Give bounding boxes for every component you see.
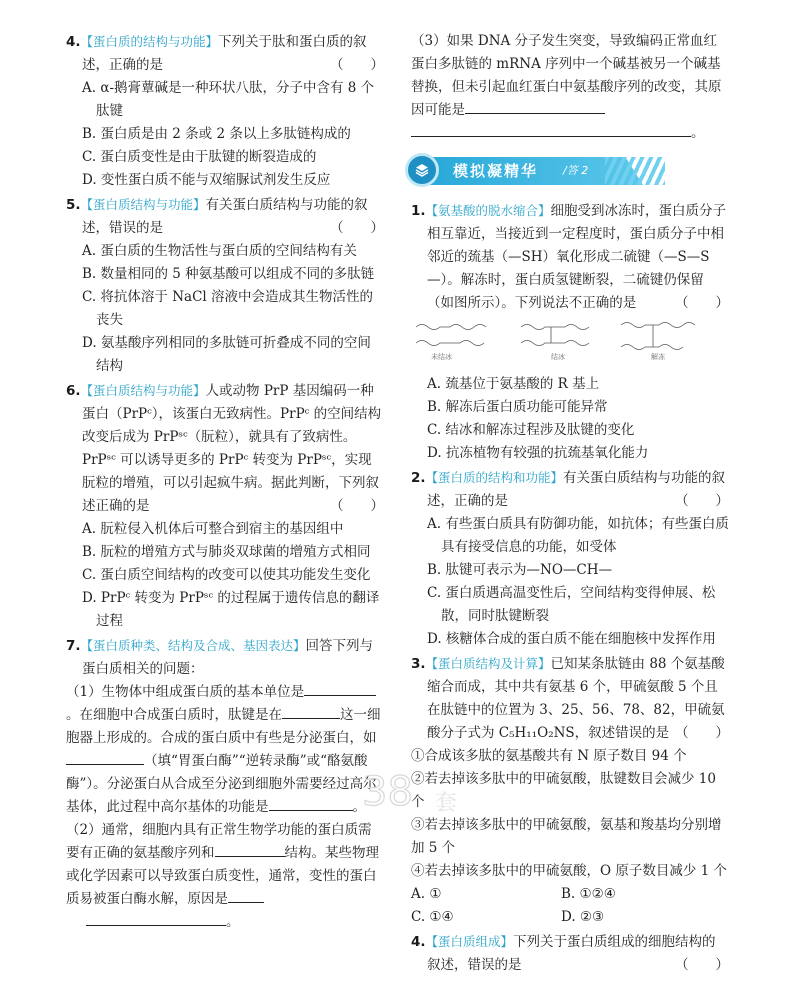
subquestion-2: （2）通常，细胞内具有正常生物学功能的蛋白质需要有正确的氨基酸序列和 结构。某些物理或化学因素可以导致蛋白质变性，通常，变性的蛋白质易被蛋白酶水解，原因是。 bbox=[66, 822, 379, 930]
topic-tag: 【蛋白质的结构和功能】 bbox=[425, 470, 564, 485]
option-a: A. 朊粒侵入机体后可整合到宿主的基因组中 bbox=[82, 521, 344, 537]
answer-paren: （ ） bbox=[675, 493, 729, 509]
diagram-label: 未结冰 bbox=[431, 353, 452, 361]
answer-blank[interactable] bbox=[269, 796, 353, 811]
answer-blank[interactable] bbox=[465, 99, 605, 114]
topic-tag: 【蛋白质的结构与功能】 bbox=[80, 34, 219, 49]
answer-blank[interactable] bbox=[86, 911, 226, 926]
section-title: 模拟凝精华 bbox=[453, 162, 539, 180]
question-number: 4. bbox=[66, 34, 81, 50]
question-number: 7. bbox=[66, 638, 81, 654]
answer-blank[interactable] bbox=[228, 888, 264, 903]
question-r4 bbox=[411, 930, 729, 977]
option-c: C. 蛋白质遇高温变性后，空间结构变得伸展、松散，同时肽键断裂 bbox=[427, 585, 716, 624]
diagram-label: 解冻 bbox=[651, 353, 665, 361]
question-stem: 回答下列与蛋白质相关的问题： bbox=[82, 638, 374, 677]
question-r3 bbox=[411, 652, 729, 929]
question-stem: 下列关于肽和蛋白质的叙述，正确的是 bbox=[82, 34, 367, 73]
choice-d: D. ②③ bbox=[561, 909, 605, 925]
answer-blank[interactable] bbox=[282, 704, 340, 719]
option-b: B. 肽键可表示为—NO—CH— bbox=[427, 562, 612, 578]
answer-paren: （ ） bbox=[675, 295, 729, 311]
option-a: A. 蛋白质的生物活性与蛋白质的空间结构有关 bbox=[82, 243, 357, 259]
option-b: B. 解冻后蛋白质功能可能异常 bbox=[427, 399, 608, 415]
svg-text:38: 38 bbox=[362, 769, 413, 815]
answer-blank[interactable] bbox=[215, 842, 285, 857]
topic-tag: 【蛋白质结构与功能】 bbox=[80, 197, 206, 212]
choice-a: A. ① bbox=[411, 886, 442, 902]
answer-blank[interactable] bbox=[66, 750, 144, 765]
option-c: C. 将抗体溶于 NaCl 溶液中会造成其生物活性的丧失 bbox=[82, 289, 374, 328]
left-column bbox=[66, 30, 384, 935]
option-a: A. α-鹅膏蕈碱是一种环状八肽，分子中含有 8 个肽键 bbox=[82, 80, 375, 119]
topic-tag: 【蛋白质种类、结构及合成、基因表达】 bbox=[80, 638, 306, 653]
question-r1 bbox=[411, 199, 729, 465]
answer-paren: （ ） bbox=[675, 957, 729, 973]
option-b: B. 数量相同的 5 种氨基酸可以组成不同的多肽链 bbox=[82, 266, 375, 282]
option-d: D. 氨基酸序列相同的多肽链可折叠成不同的空间结构 bbox=[82, 335, 371, 374]
option-b: B. 蛋白质是由 2 条或 2 条以上多肽链构成的 bbox=[82, 126, 351, 142]
subquestion-1: （1）生物体中组成蛋白质的基本单位是。在细胞中合成蛋白质时，肽键是在 这一细胞器上形成的。合成的蛋白质中有些是分泌蛋白，如（填“胃蛋白酶”“逆转录酶”或“酪氨酸酶”）。分泌蛋白从合成至分泌到细胞外需要经过高尔基体，此过程中高尔基体的功能是 。 bbox=[66, 681, 384, 819]
topic-tag: 【蛋白质结构与功能】 bbox=[80, 383, 206, 398]
option-c: C. 蛋白质变性是由于肽键的断裂造成的 bbox=[82, 149, 317, 165]
question-5 bbox=[66, 193, 384, 378]
topic-tag: 【蛋白质结构及计算】 bbox=[425, 656, 551, 671]
option-d: D. 变性蛋白质不能与双缩脲试剂发生反应 bbox=[82, 172, 331, 188]
answer-blank[interactable] bbox=[411, 122, 691, 137]
protein-freeze-diagram bbox=[411, 319, 729, 365]
choice-b: B. ①②④ bbox=[561, 886, 616, 902]
question-stem: 细胞受到冰冻时，蛋白质分子相互靠近，当接近到一定程度时，蛋白质分子中相邻近的巯基（—SH）氧化形成二硫键（—S—S—）。解冻时，蛋白质氢键断裂，二硫键仍保留（如图所示）。下列说法不正确的是 bbox=[427, 203, 727, 311]
answer-paren: （ ） bbox=[330, 498, 384, 514]
answer-paren: （ ） bbox=[330, 57, 384, 73]
answer-paren: （ ） bbox=[330, 220, 384, 236]
disulfide-bond-figure bbox=[411, 319, 711, 355]
question-stem: 有关蛋白质结构与功能的叙述，错误的是 bbox=[82, 197, 368, 236]
question-number: 5. bbox=[66, 197, 81, 213]
option-a: A. 巯基位于氨基酸的 R 基上 bbox=[427, 376, 600, 392]
section-banner bbox=[405, 153, 665, 189]
option-c: C. 蛋白质空间结构的改变可以使其功能发生变化 bbox=[82, 567, 371, 583]
option-d: D. 抗冻植物有较强的抗巯基氧化能力 bbox=[427, 445, 649, 461]
option-d: D. 核糖体合成的蛋白质不能在细胞核中发挥作用 bbox=[427, 631, 716, 647]
subquestion-3: （3）如果 DNA 分子发生突变，导致编码正常血红蛋白多肽链的 mRNA 序列中一个碱基被另一个碱基替换，但未引起血红蛋白中氨基酸序列的改变，其原因可能是。 bbox=[411, 33, 722, 141]
question-stem: 有关蛋白质结构与功能的叙述，正确的是 bbox=[427, 470, 726, 509]
question-number: 2. bbox=[411, 470, 426, 486]
answer-blank[interactable] bbox=[304, 681, 376, 696]
question-stem: 下列关于蛋白质组成的细胞结构的叙述，错误的是 bbox=[427, 934, 716, 973]
diagram-label: 结冰 bbox=[551, 353, 565, 361]
statement-4: ④若去掉该多肽中的甲硫氨酸，O 原子数目减少 1 个 bbox=[411, 863, 728, 879]
question-number: 1. bbox=[411, 203, 426, 219]
answer-paren: （ ） bbox=[675, 725, 729, 741]
svg-text:套: 套 bbox=[435, 791, 458, 816]
question-7 bbox=[66, 634, 384, 934]
choice-c: C. ①④ bbox=[411, 909, 454, 925]
question-number: 4. bbox=[411, 934, 426, 950]
layers-icon bbox=[405, 153, 439, 187]
statement-1: ①合成该多肽的氨基酸共有 N 原子数目 94 个 bbox=[411, 748, 687, 764]
answer-page-ref: /答 2 bbox=[563, 164, 589, 177]
statement-3: ③若去掉该多肽中的甲硫氨酸，氨基和羧基均分别增加 5 个 bbox=[411, 817, 722, 856]
question-stem: 人或动物 PrP 基因编码一种蛋白（PrPᶜ），该蛋白无致病性。PrPᶜ 的空间结构改变后成为 PrPˢᶜ（朊粒），就具有了致病性。PrPˢᶜ 可以诱导更多的 PrPᶜ 转变为 PrPˢᶜ，实现朊粒的增殖，可以引起疯牛病。据此判断，下列叙述正确的是 bbox=[82, 383, 382, 514]
question-number: 6. bbox=[66, 383, 81, 399]
question-6 bbox=[66, 379, 384, 633]
option-a: A. 有些蛋白质具有防御功能，如抗体；有些蛋白质具有接受信息的功能，如受体 bbox=[427, 516, 729, 555]
question-r2 bbox=[411, 466, 729, 651]
option-c: C. 结冰和解冻过程涉及肽键的变化 bbox=[427, 422, 635, 438]
right-column bbox=[411, 30, 729, 978]
topic-tag: 【蛋白质组成】 bbox=[425, 934, 514, 949]
topic-tag: 【氨基酸的脱水缩合】 bbox=[425, 203, 551, 218]
question-4 bbox=[66, 30, 384, 192]
statement-2: ②若去掉该多肽中的甲硫氨酸，肽键数目会减少 10 个 bbox=[411, 771, 716, 810]
option-b: B. 朊粒的增殖方式与肺炎双球菌的增殖方式相同 bbox=[82, 544, 371, 560]
question-number: 3. bbox=[411, 656, 426, 672]
option-d: D. PrPᶜ 转变为 PrPˢᶜ 的过程属于遗传信息的翻译过程 bbox=[82, 590, 380, 629]
question-stem: 已知某条肽链由 88 个氨基酸缩合而成，其中共有氨基 6 个，甲硫氨酸 5 个且在肽链中的位置为 3、25、56、78、82，甲硫氨酸分子式为 C₅H₁₁O₂NS，叙述错误的是 bbox=[427, 656, 725, 741]
